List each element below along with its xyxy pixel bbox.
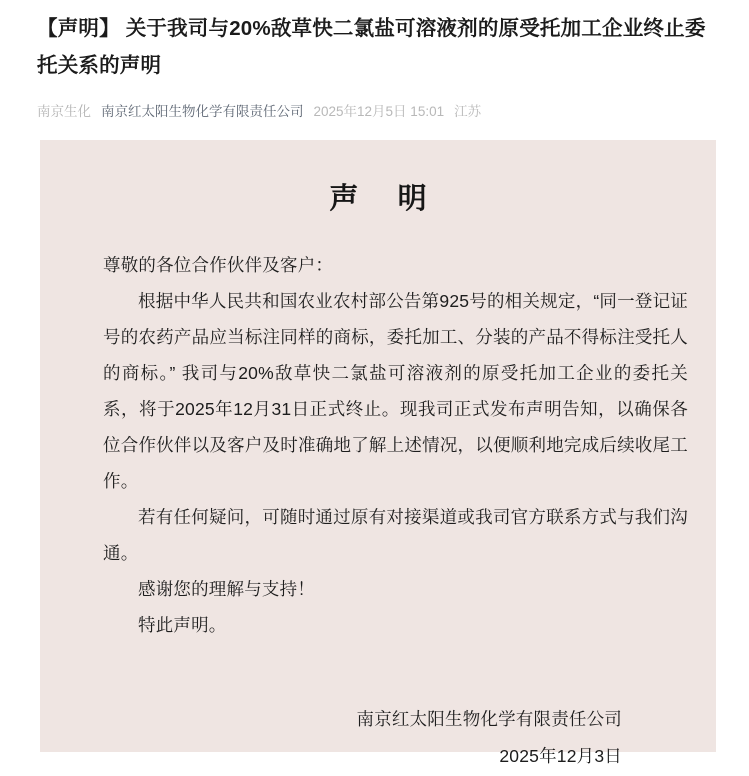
page-title: 【声明】 关于我司与20%敌草快二氯盐可溶液剂的原受托加工企业终止委托关系的声明 <box>37 17 706 77</box>
statement-paragraph-closing: 特此声明。 <box>138 615 227 635</box>
statement-body <box>40 219 716 775</box>
statement-paragraph-contact: 若有任何疑问，可随时通过原有对接渠道或我司官方联系方式与我们沟通。 <box>103 507 688 563</box>
meta-account-link[interactable]: 南京红太阳生物化学有限责任公司 <box>101 104 304 119</box>
article-header <box>0 0 749 122</box>
statement-document-image[interactable] <box>40 140 716 766</box>
meta-source-label: 南京生化 <box>37 104 91 119</box>
signature-company: 南京红太阳生物化学有限责任公司 <box>356 709 622 729</box>
statement-signature <box>103 701 688 775</box>
statement-heading: 声 明 <box>329 183 443 215</box>
article-meta <box>37 102 715 122</box>
statement-paragraph-salutation: 尊敬的各位合作伙伴及客户： <box>103 255 334 275</box>
statement-paragraph-main: 根据中华人民共和国农业农村部公告第925号的相关规定，“同一登记证号的农药产品应当标注同样的商标，委托加工、分装的产品不得标注受托人的商标。” 我司与20%敌草快二氯盐可溶液剂的原受托加工企业的委托关系，将于2025年12月31日正式终止。现我司正式发布声明告知，以确保各位合作伙伴以及客户及时准确地了解上述情况，以便顺利地完成后续收尾工作。 <box>103 291 688 491</box>
signature-date: 2025年12月3日 <box>499 746 622 766</box>
statement-paragraph-thanks: 感谢您的理解与支持！ <box>138 579 315 599</box>
meta-timestamp: 2025年12月5日 15:01 <box>313 104 445 119</box>
meta-region-label: 江苏 <box>454 104 482 119</box>
